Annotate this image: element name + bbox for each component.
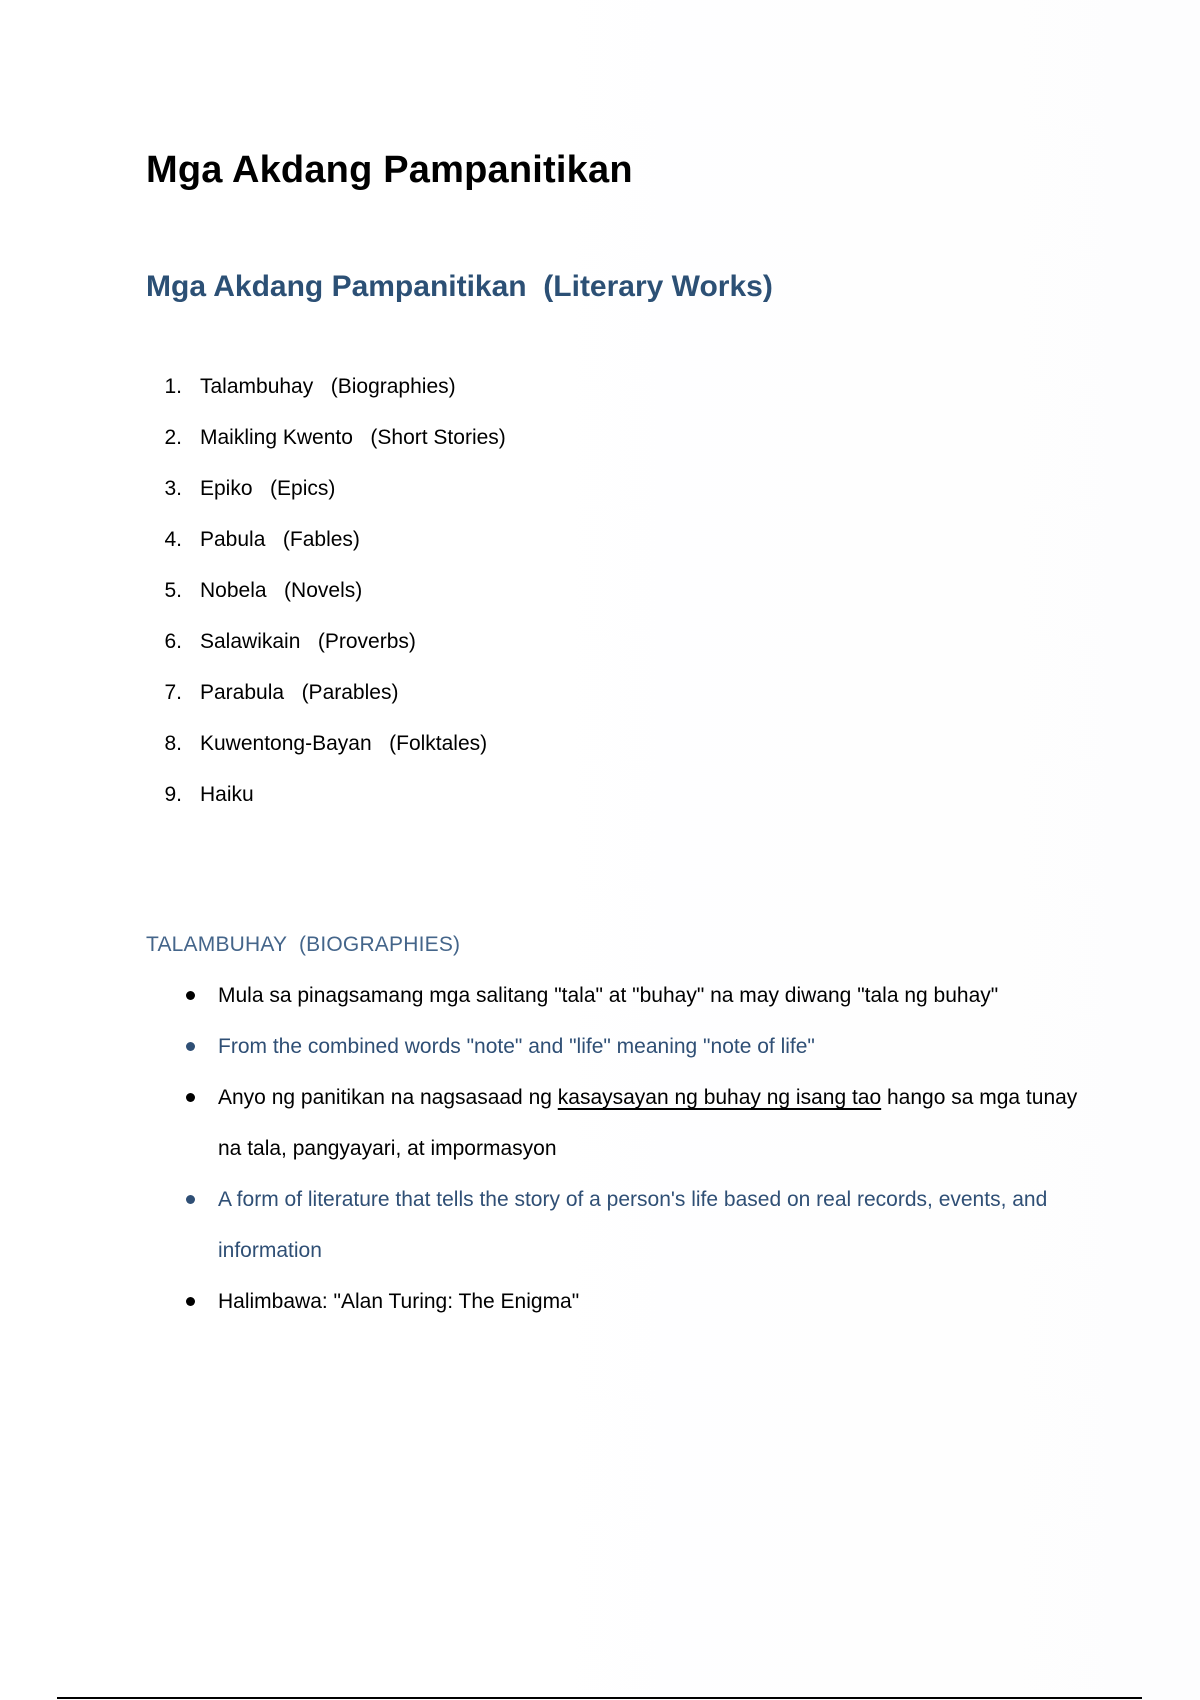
list-item-text: Salawikain (Proverbs)	[200, 630, 416, 653]
list-item	[146, 616, 506, 667]
document-title: Mga Akdang Pampanitikan	[146, 149, 633, 191]
list-number: 8.	[164, 732, 182, 755]
list-item-text: Pabula (Fables)	[200, 528, 360, 551]
bullet-text: Halimbawa: "Alan Turing: The Enigma"	[218, 1290, 580, 1313]
list-item	[146, 718, 506, 769]
bullet-icon	[186, 1297, 195, 1306]
list-item	[146, 1174, 1086, 1276]
list-item	[146, 667, 506, 718]
list-item	[146, 769, 506, 820]
list-item-text: Epiko (Epics)	[200, 477, 336, 500]
bullet-text-part: hango sa mga tunay na tala, pangyayari, at impormasyon	[218, 1086, 1078, 1160]
list-item	[146, 514, 506, 565]
document-subtitle: Mga Akdang Pampanitikan (Literary Works)	[146, 270, 773, 303]
bullet-text: Mula sa pinagsamang mga salitang "tala" at "buhay" na may diwang "tala ng buhay"	[218, 984, 999, 1007]
list-item	[146, 1021, 1086, 1072]
list-number: 1.	[164, 375, 182, 398]
list-item-text: Parabula (Parables)	[200, 681, 399, 704]
underlined-phrase: kasaysayan ng buhay ng isang tao	[557, 1086, 882, 1109]
list-item	[146, 361, 506, 412]
talambuhay-bullet-list	[146, 970, 1086, 1327]
bullet-text: A form of literature that tells the story of a person's life based on real records, events, and information	[218, 1188, 1048, 1262]
list-number: 9.	[164, 783, 182, 806]
list-item	[146, 565, 506, 616]
list-item-text: Maikling Kwento (Short Stories)	[200, 426, 506, 449]
list-item-text: Talambuhay (Biographies)	[200, 375, 456, 398]
list-item-text: Kuwentong-Bayan (Folktales)	[200, 732, 488, 755]
list-number: 5.	[164, 579, 182, 602]
list-item-text: Nobela (Novels)	[200, 579, 363, 602]
section-heading-talambuhay: TALAMBUHAY (BIOGRAPHIES)	[146, 933, 461, 956]
list-number: 2.	[164, 426, 182, 449]
list-item	[146, 970, 1086, 1021]
list-item	[146, 1276, 1086, 1327]
list-item-text: Haiku	[200, 783, 254, 806]
footer-rule	[57, 1697, 1142, 1699]
list-number: 6.	[164, 630, 182, 653]
list-number: 4.	[164, 528, 182, 551]
list-number: 3.	[164, 477, 182, 500]
list-number: 7.	[164, 681, 182, 704]
list-item	[146, 412, 506, 463]
bullet-icon	[186, 1195, 195, 1204]
literary-works-list	[146, 361, 506, 820]
bullet-icon	[186, 1042, 195, 1051]
list-item	[146, 1072, 1086, 1174]
list-item	[146, 463, 506, 514]
bullet-text-part: Anyo ng panitikan na nagsasaad ng	[218, 1086, 558, 1109]
bullet-icon	[186, 1093, 195, 1102]
bullet-text: From the combined words "note" and "life" meaning "note of life"	[218, 1035, 815, 1058]
bullet-icon	[186, 991, 195, 1000]
